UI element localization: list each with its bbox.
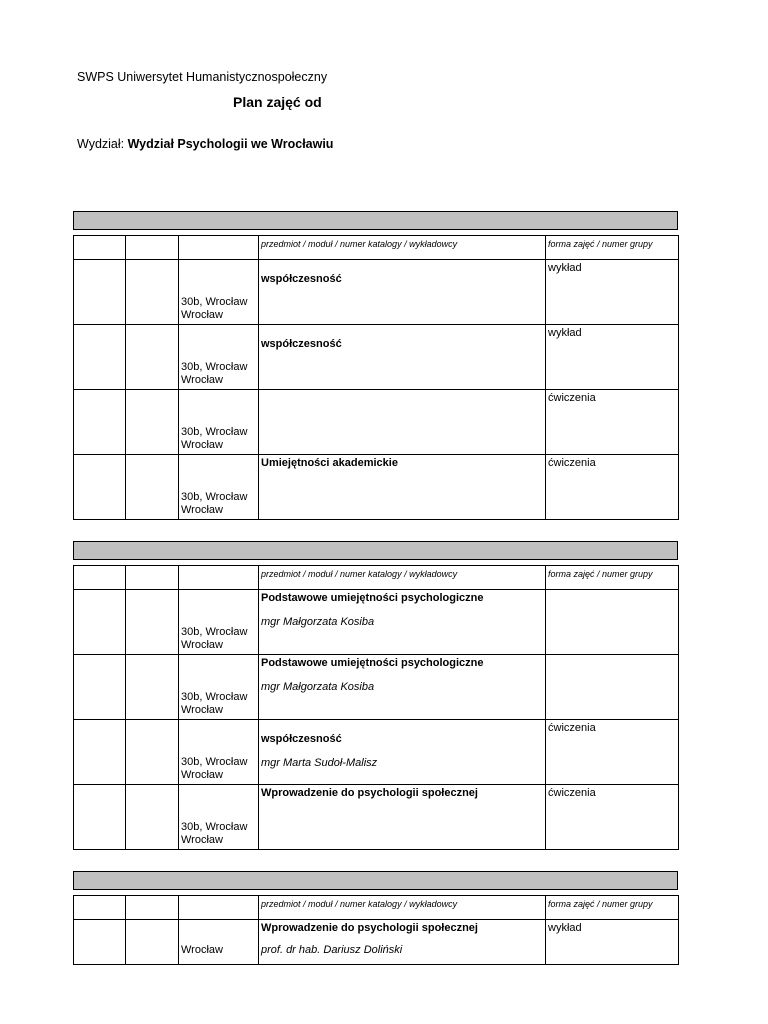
location-cell bbox=[179, 590, 259, 655]
form-column-header: forma zajęć / numer grupy bbox=[546, 566, 679, 590]
faculty-name: Wydział Psychologii we Wrocławiu bbox=[127, 137, 334, 151]
location-text: 30b, Wrocław Wrocław bbox=[181, 821, 248, 846]
subject-cell bbox=[259, 785, 546, 850]
day-block-2 bbox=[73, 541, 678, 850]
table-row bbox=[74, 785, 679, 850]
plan-title: Plan zajęć od bbox=[233, 94, 322, 110]
location-cell bbox=[179, 785, 259, 850]
location-cell bbox=[179, 920, 259, 965]
subject-cell bbox=[259, 655, 546, 720]
class-form bbox=[546, 590, 678, 592]
class-form: ćwiczenia bbox=[548, 457, 596, 469]
table-header-row bbox=[74, 236, 679, 260]
university-name: SWPS Uniwersytet Humanistycznospołeczny bbox=[77, 70, 328, 84]
form-cell bbox=[546, 455, 679, 520]
table-row bbox=[74, 920, 679, 965]
subject-cell bbox=[259, 720, 546, 785]
subject-cell bbox=[259, 590, 546, 655]
faculty-line bbox=[77, 137, 333, 151]
location-text: Wrocław bbox=[181, 943, 223, 956]
subject-name: Umiejętności akademickie bbox=[261, 457, 398, 469]
lecturer-name: prof. dr hab. Dariusz Doliński bbox=[261, 944, 403, 956]
class-form: ćwiczenia bbox=[548, 392, 596, 404]
day-block-1 bbox=[73, 211, 678, 520]
location-text: 30b, Wrocław Wrocław bbox=[181, 756, 248, 781]
subject-name: Podstawowe umiejętności psychologiczne bbox=[261, 592, 484, 604]
subject-name: Podstawowe umiejętności psychologiczne bbox=[261, 657, 484, 669]
table-row bbox=[74, 590, 679, 655]
day-header-bar bbox=[73, 541, 678, 560]
form-cell bbox=[546, 590, 679, 655]
subject-name: współczesność bbox=[261, 338, 342, 350]
lecturer-name: mgr Marta Sudoł-Malisz bbox=[261, 757, 378, 769]
subject-name: Wprowadzenie do psychologii społecznej bbox=[261, 922, 478, 934]
location-cell bbox=[179, 655, 259, 720]
faculty-label: Wydział: bbox=[77, 137, 125, 151]
lecturer-name: mgr Małgorzata Kosiba bbox=[261, 616, 375, 628]
table-row bbox=[74, 655, 679, 720]
subject-name: współczesność bbox=[261, 273, 342, 285]
table-row bbox=[74, 390, 679, 455]
location-text: 30b, Wrocław Wrocław bbox=[181, 491, 248, 516]
location-text: 30b, Wrocław Wrocław bbox=[181, 426, 248, 451]
subject-cell bbox=[259, 920, 546, 965]
form-cell bbox=[546, 390, 679, 455]
subject-column-header: przedmiot / moduł / numer katalogy / wykładowcy bbox=[259, 236, 546, 260]
location-cell bbox=[179, 260, 259, 325]
form-cell bbox=[546, 260, 679, 325]
location-text: 30b, Wrocław Wrocław bbox=[181, 296, 248, 321]
schedule-table bbox=[73, 235, 679, 520]
subject-cell bbox=[259, 325, 546, 390]
subject-cell bbox=[259, 260, 546, 325]
class-form bbox=[546, 655, 678, 657]
class-form: wykład bbox=[548, 922, 582, 934]
table-row bbox=[74, 325, 679, 390]
class-form: wykład bbox=[548, 262, 582, 274]
table-row bbox=[74, 455, 679, 520]
table-header-row bbox=[74, 896, 679, 920]
form-cell bbox=[546, 920, 679, 965]
form-cell bbox=[546, 325, 679, 390]
class-form: wykład bbox=[548, 327, 582, 339]
form-column-header: forma zajęć / numer grupy bbox=[546, 896, 679, 920]
subject-name: współczesność bbox=[261, 733, 342, 745]
subject-name bbox=[259, 390, 545, 392]
day-header-bar bbox=[73, 871, 678, 890]
table-header-row bbox=[74, 566, 679, 590]
lecturer-name: mgr Małgorzata Kosiba bbox=[261, 681, 375, 693]
subject-column-header: przedmiot / moduł / numer katalogy / wykładowcy bbox=[259, 566, 546, 590]
subject-name: Wprowadzenie do psychologii społecznej bbox=[261, 787, 478, 799]
schedule-table bbox=[73, 565, 679, 850]
day-block-3 bbox=[73, 871, 678, 965]
schedule-table bbox=[73, 895, 679, 965]
subject-cell bbox=[259, 455, 546, 520]
table-row bbox=[74, 720, 679, 785]
day-header-bar bbox=[73, 211, 678, 230]
location-cell bbox=[179, 325, 259, 390]
form-cell bbox=[546, 785, 679, 850]
class-form: ćwiczenia bbox=[548, 787, 596, 799]
location-cell bbox=[179, 455, 259, 520]
location-cell bbox=[179, 390, 259, 455]
location-text: 30b, Wrocław Wrocław bbox=[181, 626, 248, 651]
class-form: ćwiczenia bbox=[548, 722, 596, 734]
table-row bbox=[74, 260, 679, 325]
location-text: 30b, Wrocław Wrocław bbox=[181, 691, 248, 716]
form-column-header: forma zajęć / numer grupy bbox=[546, 236, 679, 260]
form-cell bbox=[546, 720, 679, 785]
location-cell bbox=[179, 720, 259, 785]
subject-cell bbox=[259, 390, 546, 455]
form-cell bbox=[546, 655, 679, 720]
subject-column-header: przedmiot / moduł / numer katalogy / wykładowcy bbox=[259, 896, 546, 920]
location-text: 30b, Wrocław Wrocław bbox=[181, 361, 248, 386]
